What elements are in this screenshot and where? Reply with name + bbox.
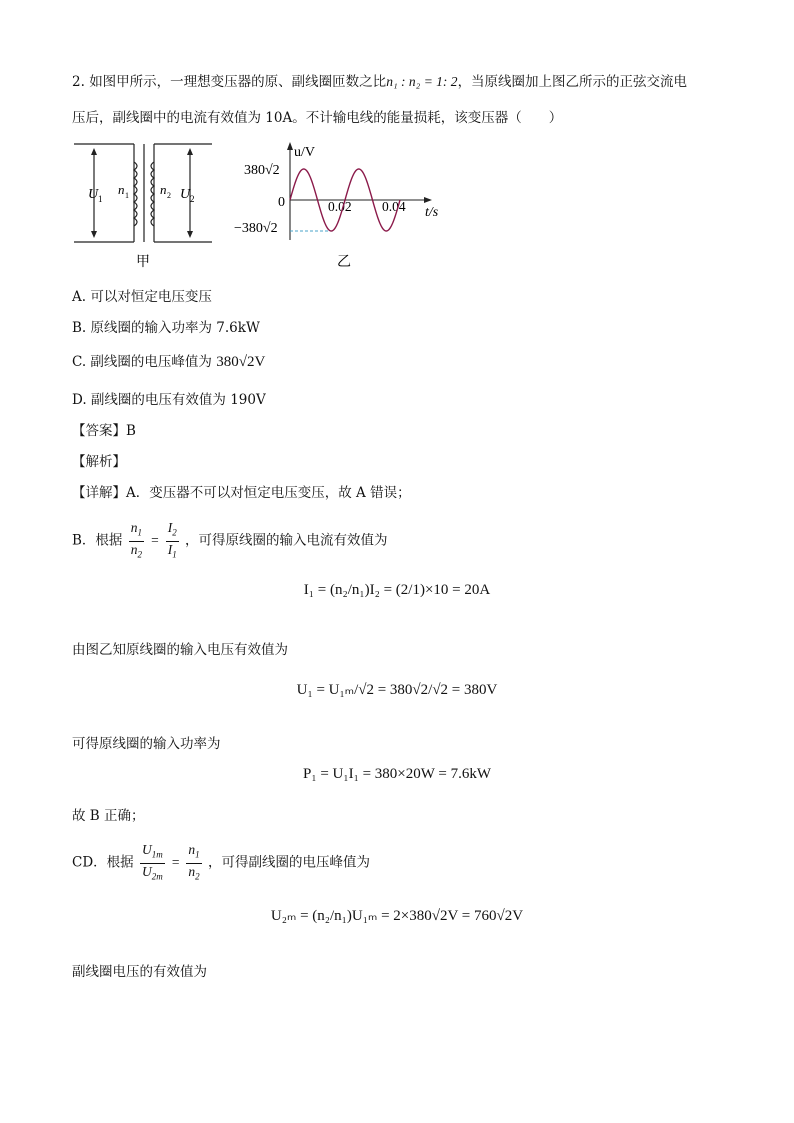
question-text-1: 如图甲所示，一理想变压器的原、副线圈匝数之比	[89, 74, 387, 90]
answer-label: 【答案】	[72, 423, 126, 439]
caption-yi: 乙	[337, 255, 351, 270]
option-d: D. 副线圈的电压有效值为 190V	[72, 392, 266, 408]
x-axis-label: t/s	[425, 205, 439, 220]
analysis-cd-intro: CD．根据 $\frac{U_{1m}}{U_{2m}}$ = $\frac{n_1}{n_2}$ ，可得副线圈的电压峰值为	[72, 842, 370, 884]
option-c	[72, 352, 265, 372]
answer-line	[72, 421, 136, 441]
question-number: 2.	[72, 74, 85, 90]
label-U2: U	[180, 187, 191, 202]
analysis-cd-suffix: ，可得副线圈的电压峰值为	[207, 854, 370, 871]
label-U1: U	[88, 187, 99, 202]
analysis-b-suffix: ，可得原线圈的输入电流有效值为	[184, 532, 388, 549]
analysis-b-prefix: B．根据	[72, 532, 123, 549]
analysis-last-text: 副线圈电压的有效值为	[72, 964, 207, 980]
label-n1: n	[118, 182, 125, 197]
analysis-label: 【解析】	[72, 454, 126, 470]
y-tick-bottom: −380√2	[234, 221, 278, 236]
label-n1-sub: 1	[125, 191, 129, 200]
x-tick-0.02: 0.02	[328, 199, 352, 214]
analysis-voltage-text: 由图乙知原线圈的输入电压有效值为	[72, 642, 288, 658]
x-tick-0.04: 0.04	[382, 199, 406, 214]
equation-power: P₁ = U₁I₁ = 380×20W = 7.6kW	[303, 766, 491, 782]
equation-voltage: U₁ = U₁ₘ/√2 = 380√2/√2 = 380V	[296, 682, 498, 698]
figure-yi-voltage-chart	[232, 140, 452, 274]
fraction-U1m-U2m: $\frac{U_{1m}}{U_{2m}}$	[141, 842, 163, 882]
analysis-detail-a: 【详解】A．变压器不可以对恒定电压变压，故 A 错误；	[72, 485, 411, 501]
fraction-n1-n2: $\frac{n_1}{n_2}$	[130, 520, 142, 560]
fraction-n1-n2-cd: $\frac{n_1}{n_2}$	[188, 842, 200, 882]
option-a: A. 可以对恒定电压变压	[72, 289, 212, 305]
option-c-text: C. 副线圈的电压峰值为	[72, 354, 212, 370]
equation-peak-voltage: U₂ₘ = (n₂/n₁)U₁ₘ = 2×380√2V = 760√2V	[270, 908, 524, 924]
equation-current: I₁ = (n₂/n₁)I₂ = (2/1)×10 = 20A	[303, 582, 491, 598]
ratio-expression: n₁ : n₂ = 1: 2	[386, 74, 458, 89]
y-axis-label: u/V	[294, 145, 315, 160]
fraction-I2-I1: $\frac{I_2}{I_1}$	[167, 520, 177, 560]
figure-jia-transformer	[72, 140, 216, 270]
analysis-power-text: 可得原线圈的输入功率为	[72, 736, 221, 752]
analysis-b-correct: 故 B 正确；	[72, 808, 145, 824]
y-tick-top: 380√2	[244, 163, 280, 178]
analysis-cd-prefix: CD．根据	[72, 854, 134, 871]
analysis-b-intro: B．根据 $\frac{n_1}{n_2}$ = $\frac{I_2}{I_1}$ ，可得原线圈的输入电流有效值为	[72, 520, 387, 562]
question-line-1	[72, 72, 687, 92]
origin-label: 0	[278, 195, 285, 210]
question-line-2: 压后，副线圈中的电流有效值为 10A。不计输电线的能量损耗，该变压器（ ）	[72, 110, 563, 126]
label-n2-sub: 2	[167, 191, 171, 200]
label-U2-sub: 2	[190, 194, 195, 204]
caption-jia: 甲	[136, 255, 150, 270]
option-c-value: 380√2V	[216, 354, 266, 370]
option-b: B. 原线圈的输入功率为 7.6kW	[72, 320, 260, 336]
label-U1-sub: 1	[98, 194, 103, 204]
answer-value: B	[126, 423, 136, 439]
label-n2: n	[160, 182, 167, 197]
question-text-2: ，当原线圈加上图乙所示的正弦交流电	[457, 74, 688, 90]
